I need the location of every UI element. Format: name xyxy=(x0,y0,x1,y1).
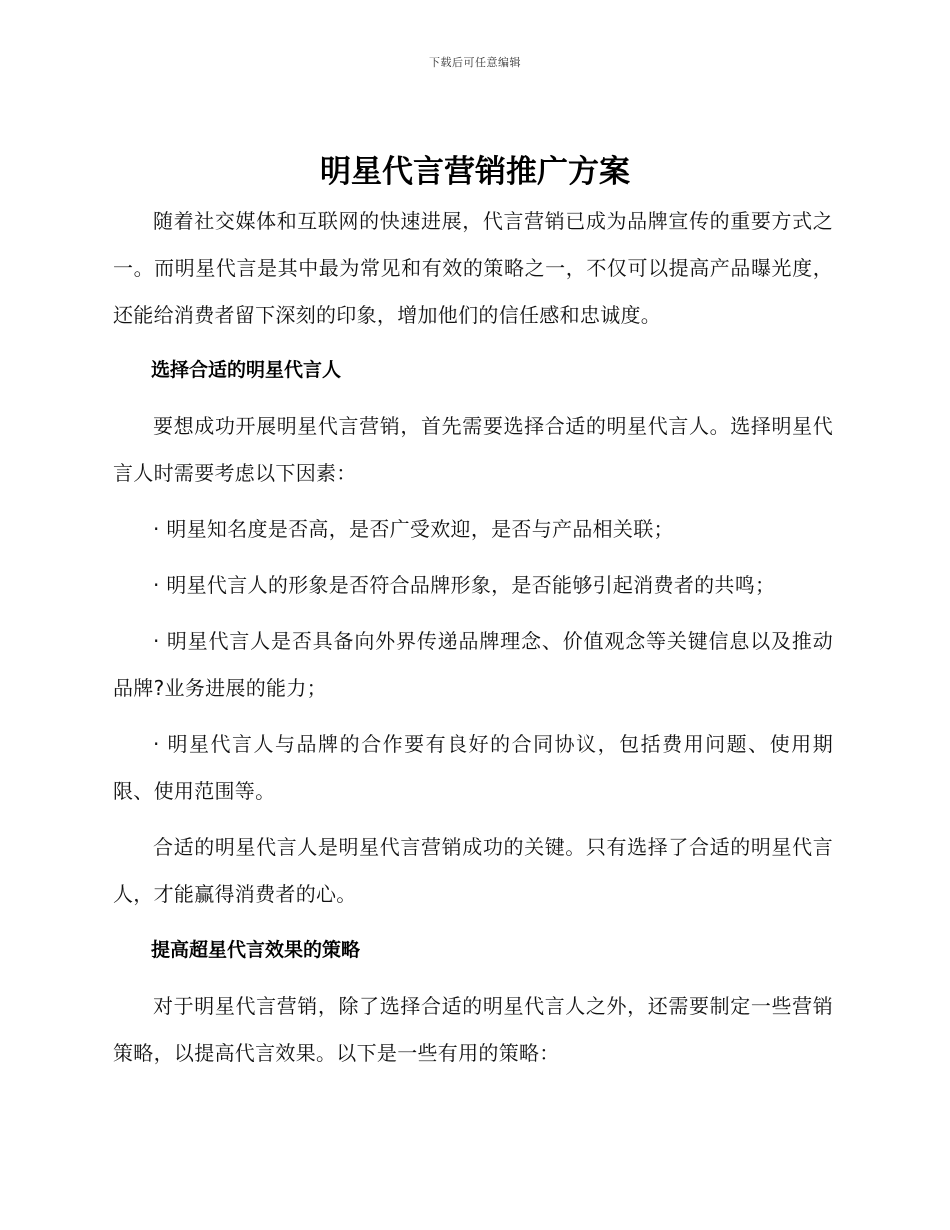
paragraph-strategies-intro: 对于明星代言营销，除了选择合适的明星代言人之外，还需要制定一些营销策略，以提高代言效果。以下是一些有用的策略： xyxy=(113,994,833,1065)
bullet-item-image: · 明星代言人的形象是否符合品牌形象，是否能够引起消费者的共鸣； xyxy=(153,573,776,597)
section-heading-select-spokesperson: 选择合适的明星代言人 xyxy=(151,359,342,381)
header-note: 下载后可任意编辑 xyxy=(429,56,521,69)
intro-paragraph: 随着社交媒体和互联网的快速进展，代言营销已成为品牌宣传的重要方式之一。而明星代言是其中最为常见和有效的策略之一，不仅可以提高产品曝光度，还能给消费者留下深刻的印象，增加他们的信任感和忠诚度。 xyxy=(113,209,833,327)
page-title: 明星代言营销推广方案 xyxy=(320,154,630,190)
document-body xyxy=(113,198,833,1086)
section-heading-strategies: 提高超星代言效果的策略 xyxy=(151,939,361,961)
bullet-item-contract: · 明星代言人与品牌的合作要有良好的合同协议，包括费用问题、使用期限、使用范围等。 xyxy=(113,732,833,803)
paragraph-selection-intro: 要想成功开展明星代言营销，首先需要选择合适的明星代言人。选择明星代言人时需要考虑以下因素： xyxy=(113,414,833,485)
bullet-item-ability: · 明星代言人是否具备向外界传递品牌理念、价值观念等关键信息以及推动品牌?业务进展的能力； xyxy=(113,629,833,700)
paragraph-selection-conclusion: 合适的明星代言人是明星代言营销成功的关键。只有选择了合适的明星代言人，才能赢得消费者的心。 xyxy=(113,835,833,906)
bullet-item-popularity: · 明星知名度是否高，是否广受欢迎，是否与产品相关联； xyxy=(153,517,674,541)
